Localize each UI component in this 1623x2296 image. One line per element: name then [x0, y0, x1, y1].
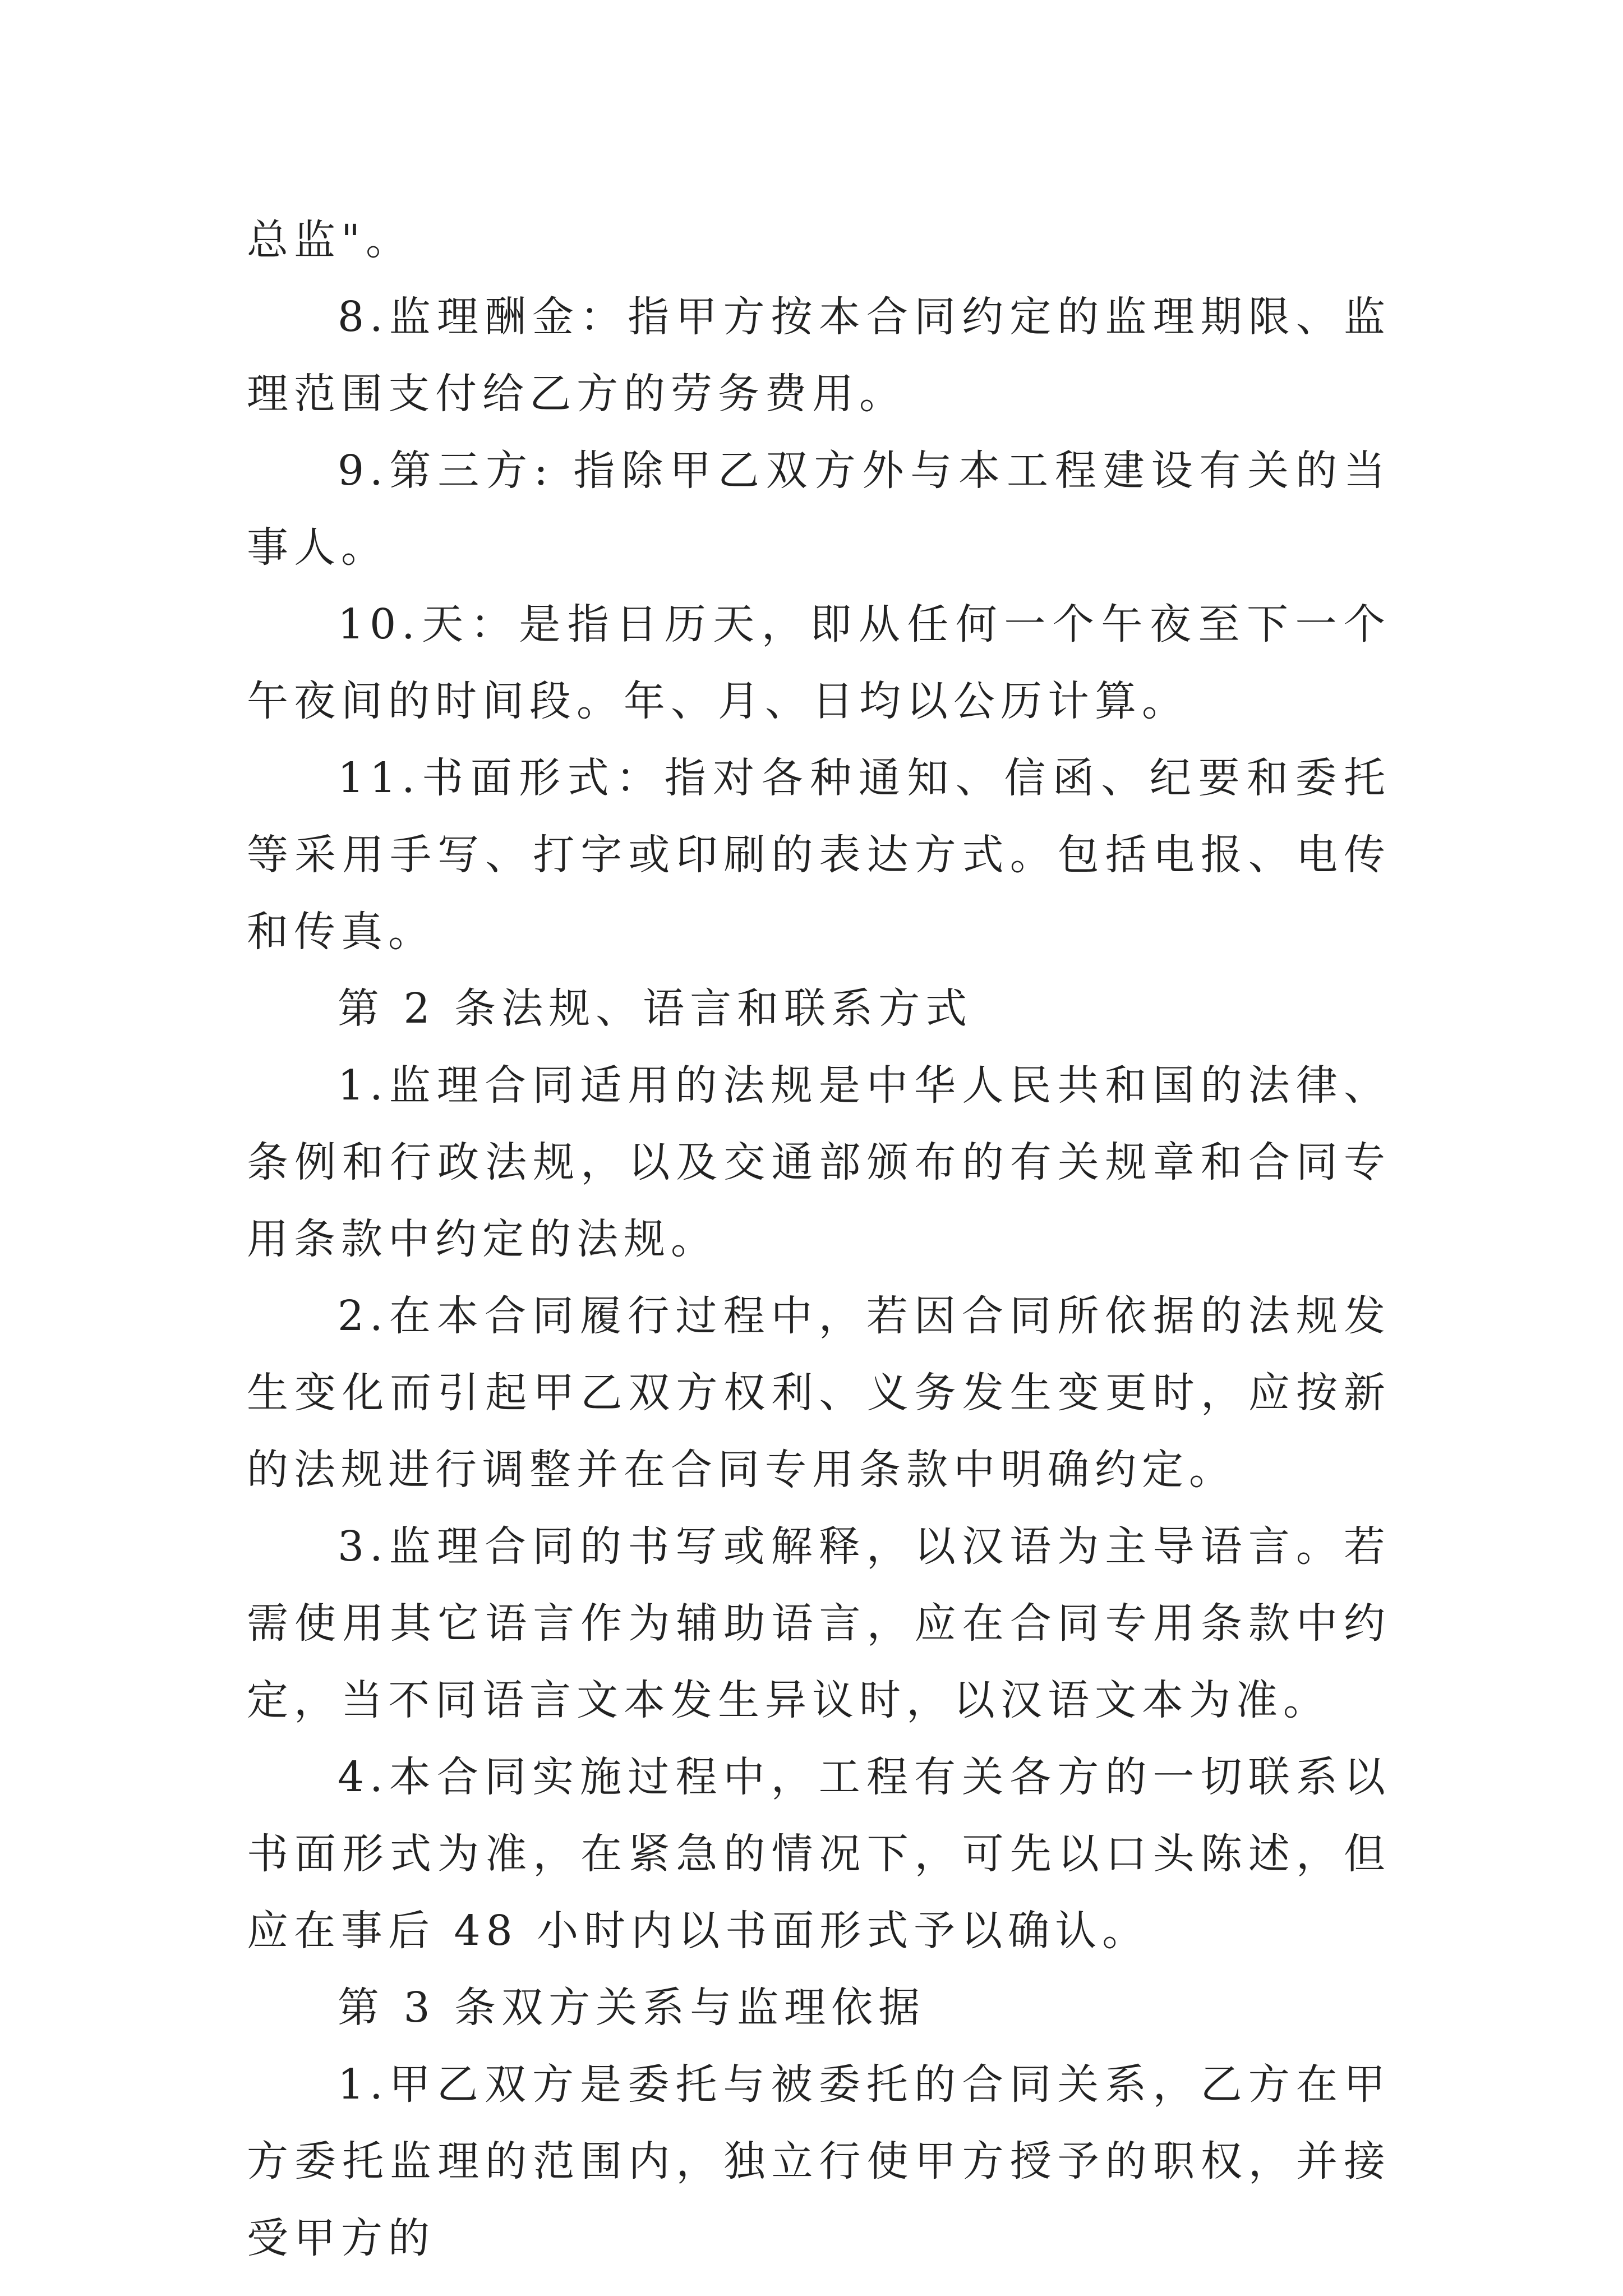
paragraph: 10.天：是指日历天，即从任何一个午夜至下一个午夜间的时间段。年、月、日均以公历计算。: [247, 600, 1391, 725]
paragraph: 8.监理酬金：指甲方按本合同约定的监理期限、监理范围支付给乙方的劳务费用。: [247, 293, 1391, 418]
section-heading: 第 3 条双方关系与监理依据: [338, 1984, 926, 2032]
paragraph: 1.甲乙双方是委托与被委托的合同关系，乙方在甲方委托监理的范围内，独立行使甲方授予的职权，并接受甲方的: [247, 2060, 1391, 2262]
paragraph: 2.在本合同履行过程中，若因合同所依据的法规发生变化而引起甲乙双方权利、义务发生变更时，应按新的法规进行调整并在合同专用条款中明确约定。: [247, 1292, 1391, 1494]
paragraph: 1.监理合同适用的法规是中华人民共和国的法律、条例和行政法规，以及交通部颁布的有关规章和合同专用条款中约定的法规。: [247, 1061, 1391, 1263]
document-body: [247, 202, 1391, 2277]
paragraph: 4.本合同实施过程中，工程有关各方的一切联系以书面形式为准，在紧急的情况下，可先以口头陈述，但应在事后 48 小时内以书面形式予以确认。: [247, 1753, 1391, 1955]
paragraph: 总监"。: [247, 216, 413, 264]
paragraph: 3.监理合同的书写或解释，以汉语为主导语言。若需使用其它语言作为辅助语言，应在合同专用条款中约定，当不同语言文本发生异议时，以汉语文本为准。: [247, 1522, 1391, 1724]
section-heading: 第 2 条法规、语言和联系方式: [338, 984, 973, 1033]
paragraph: 9.第三方: 指除甲乙双方外与本工程建设有关的当事人。: [247, 447, 1391, 572]
paragraph: 11.书面形式：指对各种通知、信函、纪要和委托等采用手写、打字或印刷的表达方式。包括电报、电传和传真。: [247, 754, 1391, 956]
